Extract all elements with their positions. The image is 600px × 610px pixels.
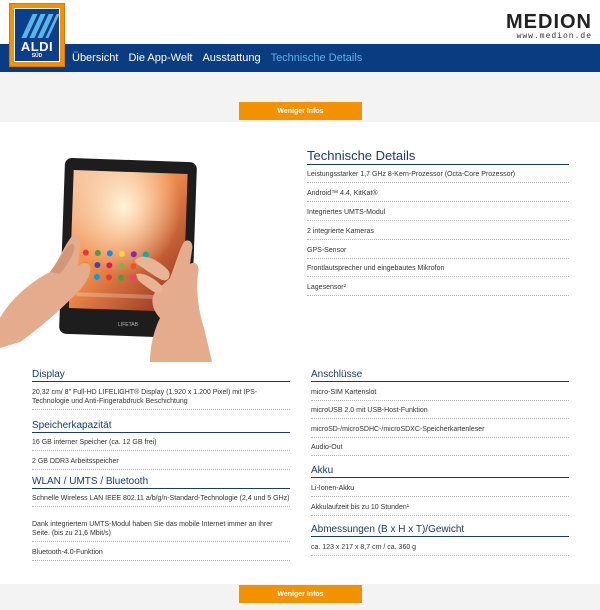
nav-item-uebersicht[interactable]: Übersicht [72, 52, 119, 64]
wlan-item: Schnelle Wireless LAN IEEE 802.11 a/b/g/n-Standard-Technologie (2,4 und 5 GHz) [32, 494, 290, 507]
tech-details-item: Frontlautsprecher und eingebautes Mikrofon [307, 264, 569, 277]
nav-item-ausstattung[interactable]: Ausstattung [202, 52, 261, 64]
tech-details-item: Leistungsstarker 1,7 GHz 8-Kern-Prozessor (Octa-Core Prozessor) [307, 170, 569, 183]
main-nav [72, 44, 372, 72]
dimensions-section-title: Abmessungen (B x H x T)/Gewicht [311, 524, 569, 537]
ports-item: micro-SIM Kartenslot [311, 388, 569, 401]
nav-item-app-welt[interactable]: Die App-Welt [128, 52, 193, 64]
less-info-button-bottom[interactable]: Weniger Infos [239, 585, 362, 603]
ports-section-title: Anschlüsse [311, 369, 569, 382]
aldi-logo[interactable] [9, 3, 65, 67]
aldi-logo-inner [14, 8, 60, 62]
dimensions-item: ca. 123 x 217 x 8,7 cm / ca. 360 g [311, 543, 569, 556]
aldi-logo-stripes [21, 14, 53, 38]
storage-section-title: Speicherkapazität [32, 420, 290, 433]
display-section-title: Display [32, 369, 290, 382]
less-info-button-top[interactable]: Weniger Infos [239, 102, 362, 120]
wlan-item: Dank integriertem UMTS-Modul haben Sie das mobile Internet immer an ihrer Seite. (bis zu 21,6 Mbit/s) [32, 520, 290, 542]
battery-item: Akkulaufzeit bis zu 10 Stunden¹ [311, 503, 569, 516]
tech-details-title: Technische Details [307, 148, 569, 165]
tech-details-item: Lagesensor² [307, 283, 569, 296]
aldi-logo-sub: SÜD [31, 53, 43, 59]
medion-logo-url: www.medion.de [516, 32, 592, 41]
ports-item: microSD-/microSDHC-/microSDXC-Speicherkartenleser [311, 425, 569, 438]
medion-logo-name: MEDION [506, 11, 592, 33]
storage-item: 2 GB DDR3 Arbeitsspeicher [32, 457, 290, 470]
tech-details-item: Android™ 4.4, KitKat® [307, 189, 569, 202]
tablet-image [0, 150, 215, 362]
wlan-section-title: WLAN / UMTS / Bluetooth [32, 476, 290, 489]
nav-item-technische-details[interactable]: Technische Details [270, 52, 363, 64]
battery-section-title: Akku [311, 465, 569, 478]
tablet-illustration [0, 150, 215, 362]
ports-item: microUSB 2.0 mit USB-Host-Funktion [311, 406, 569, 419]
battery-item: Li-Ionen-Akku [311, 484, 569, 497]
tech-details-item: 2 integrierte Kameras [307, 227, 569, 240]
tech-details-item: GPS-Sensor [307, 246, 569, 259]
medion-logo[interactable] [506, 12, 592, 41]
wlan-item: Bluetooth-4.0-Funktion [32, 548, 290, 561]
tablet-brand-label: LIFETAB [118, 322, 138, 328]
storage-item: 16 GB interner Speicher (ca. 12 GB frei) [32, 438, 290, 451]
aldi-logo-text: ALDI [20, 39, 54, 54]
display-item: 20,32 cm/ 8" Full-HD LIFELIGHT® Display (1.920 x 1.200 Pixel) mit IPS-Technologie und Anti-Fingerabdruck Beschichtung [32, 388, 290, 410]
ports-item: Audio-Out [311, 443, 569, 456]
tech-details-item: Integriertes UMTS-Modul [307, 208, 569, 221]
